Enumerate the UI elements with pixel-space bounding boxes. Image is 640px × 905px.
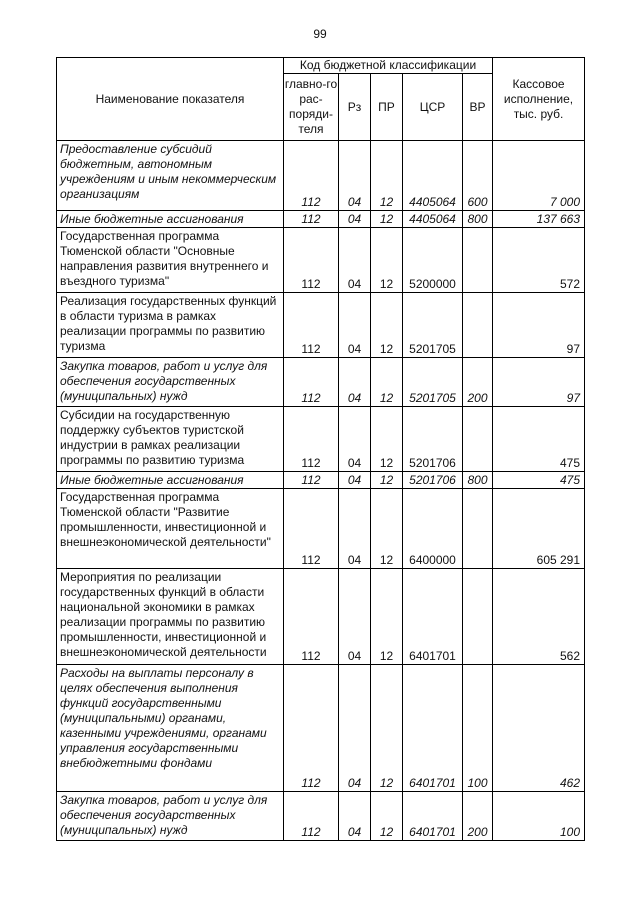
- row-amount: 475: [493, 407, 585, 472]
- row-rz: 04: [339, 489, 371, 569]
- row-name: Закупка товаров, работ и услуг для обеспечения государственных (муниципальных) нужд: [57, 358, 284, 407]
- row-pr: 12: [371, 141, 403, 211]
- row-pr: 12: [371, 665, 403, 792]
- row-pr: 12: [371, 489, 403, 569]
- table-row: [57, 407, 585, 472]
- table-row: [57, 228, 585, 293]
- row-pr: 12: [371, 472, 403, 489]
- row-vr: [463, 293, 493, 358]
- row-amount: 475: [493, 472, 585, 489]
- row-vr: 800: [463, 472, 493, 489]
- row-csr: 4405064: [403, 141, 463, 211]
- table-row: [57, 211, 585, 228]
- header-amount: Кассовое исполнение, тыс. руб.: [493, 58, 585, 141]
- row-amount: 605 291: [493, 489, 585, 569]
- row-csr: 4405064: [403, 211, 463, 228]
- row-vr: 600: [463, 141, 493, 211]
- header-vr: ВР: [463, 74, 493, 141]
- row-name: Предоставление субсидий бюджетным, автономным учреждениям и иным некоммерческим организациям: [57, 141, 284, 211]
- row-name: Иные бюджетные ассигнования: [57, 472, 284, 489]
- row-glav: 112: [284, 792, 339, 841]
- row-rz: 04: [339, 141, 371, 211]
- row-pr: 12: [371, 569, 403, 665]
- header-rz: Рз: [339, 74, 371, 141]
- row-glav: 112: [284, 472, 339, 489]
- table-row: [57, 358, 585, 407]
- row-rz: 04: [339, 358, 371, 407]
- row-pr: 12: [371, 211, 403, 228]
- row-rz: 04: [339, 211, 371, 228]
- row-vr: [463, 569, 493, 665]
- header-csr: ЦСР: [403, 74, 463, 141]
- row-rz: 04: [339, 472, 371, 489]
- row-amount: 572: [493, 228, 585, 293]
- row-amount: 462: [493, 665, 585, 792]
- row-vr: [463, 228, 493, 293]
- row-name: Закупка товаров, работ и услуг для обеспечения государственных (муниципальных) нужд: [57, 792, 284, 841]
- row-name: Расходы на выплаты персоналу в целях обеспечения выполнения функций государственными (муниципальными) органами, казенными учреждениями, органами управления государственными внебюджетными фондами: [57, 665, 284, 792]
- row-name: Субсидии на государственную поддержку субъектов туристской индустрии в рамках реализации программы по развитию туризма: [57, 407, 284, 472]
- row-csr: 5201706: [403, 407, 463, 472]
- row-glav: 112: [284, 293, 339, 358]
- row-amount: 100: [493, 792, 585, 841]
- row-name: Мероприятия по реализации государственных функций в области национальной экономики в рамках реализации программы по развитию промышленности, инвестиционной и внешнеэкономической деятельности: [57, 569, 284, 665]
- row-rz: 04: [339, 665, 371, 792]
- row-csr: 5201706: [403, 472, 463, 489]
- row-pr: 12: [371, 228, 403, 293]
- row-pr: 12: [371, 358, 403, 407]
- row-name: Государственная программа Тюменской области "Основные направления развития внутреннего и въездного туризма": [57, 228, 284, 293]
- row-pr: 12: [371, 792, 403, 841]
- row-csr: 6400000: [403, 489, 463, 569]
- row-csr: 5200000: [403, 228, 463, 293]
- table-row: [57, 472, 585, 489]
- table-body: [57, 141, 585, 841]
- table-row: [57, 489, 585, 569]
- row-csr: 5201705: [403, 293, 463, 358]
- row-amount: 7 000: [493, 141, 585, 211]
- table-row: [57, 569, 585, 665]
- row-rz: 04: [339, 407, 371, 472]
- row-rz: 04: [339, 293, 371, 358]
- table-row: [57, 293, 585, 358]
- row-glav: 112: [284, 358, 339, 407]
- row-amount: 97: [493, 358, 585, 407]
- page-number: 99: [313, 27, 327, 41]
- row-glav: 112: [284, 141, 339, 211]
- header-classification-code: Код бюджетной классификации: [284, 58, 493, 74]
- row-pr: 12: [371, 407, 403, 472]
- row-glav: 112: [284, 665, 339, 792]
- row-name: Реализация государственных функций в области туризма в рамках реализации программы по развитию туризма: [57, 293, 284, 358]
- row-amount: 137 663: [493, 211, 585, 228]
- row-vr: [463, 407, 493, 472]
- row-vr: 100: [463, 665, 493, 792]
- table-row: [57, 141, 585, 211]
- row-name: Государственная программа Тюменской области "Развитие промышленности, инвестиционной и внешнеэкономической деятельности": [57, 489, 284, 569]
- row-vr: 200: [463, 792, 493, 841]
- header-name: Наименование показателя: [57, 58, 284, 141]
- table-row: [57, 665, 585, 792]
- row-glav: 112: [284, 489, 339, 569]
- row-amount: 562: [493, 569, 585, 665]
- budget-table: [56, 57, 585, 841]
- row-pr: 12: [371, 293, 403, 358]
- row-rz: 04: [339, 792, 371, 841]
- row-csr: 6401701: [403, 792, 463, 841]
- header-pr: ПР: [371, 74, 403, 141]
- row-vr: 800: [463, 211, 493, 228]
- header-glav: главно-го рас-поряди-теля: [284, 74, 339, 141]
- row-glav: 112: [284, 211, 339, 228]
- row-vr: [463, 489, 493, 569]
- row-glav: 112: [284, 228, 339, 293]
- row-rz: 04: [339, 569, 371, 665]
- row-csr: 5201705: [403, 358, 463, 407]
- table-row: [57, 792, 585, 841]
- row-glav: 112: [284, 569, 339, 665]
- row-vr: 200: [463, 358, 493, 407]
- row-name: Иные бюджетные ассигнования: [57, 211, 284, 228]
- row-csr: 6401701: [403, 569, 463, 665]
- row-amount: 97: [493, 293, 585, 358]
- row-glav: 112: [284, 407, 339, 472]
- row-rz: 04: [339, 228, 371, 293]
- row-csr: 6401701: [403, 665, 463, 792]
